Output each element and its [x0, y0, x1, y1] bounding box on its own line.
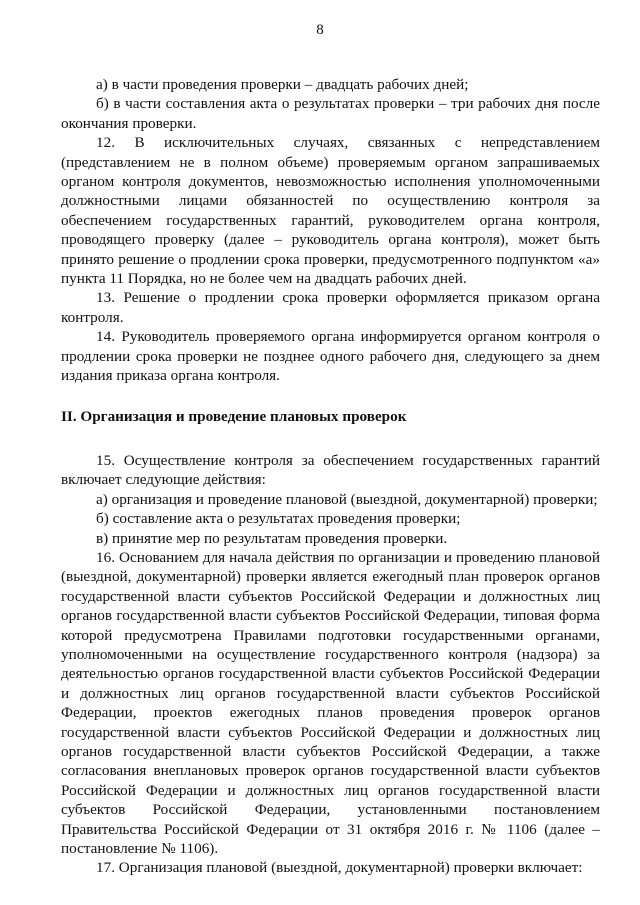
section-heading: II. Организация и проведение плановых проверок	[61, 407, 407, 425]
paragraph-11b: б) в части составления акта о результатах проверки – три рабочих дня после окончания проверки.	[61, 95, 600, 132]
paragraph-15: 15. Осуществление контроля за обеспечением государственных гарантий включает следующие действия:	[61, 451, 600, 489]
paragraph-15a: а) организация и проведение плановой (выездной, документарной) проверки;	[96, 490, 598, 508]
paragraph-14: 14. Руководитель проверяемого органа информируется органом контроля о продлении срока проверки не позднее одного рабочего дня, следующего за днем издания приказа органа контроля.	[61, 328, 600, 385]
paragraph-16: 16. Основанием для начала действия по организации и проведению плановой (выездной, документарной) проверки является ежегодный план проверок органов государственной власти субъектов Российской Федерации и должностных лиц органов государственной власти субъектов Российской Федерации, типовая форма которой предусмотрена Правилами подготовки государственными органами, уполномоченными на осуществление государственного контроля (надзора) за деятельностью органов государственной власти субъектов Российской Федерации и должностных лиц органов государственной власти субъектов Российской Федерации, проектов ежегодных планов проведения проверок органов государственной власти субъектов Российской Федерации и должностных лиц органов государственной власти субъектов Российской Федерации, а также согласования внеплановых проверок органов государственной власти субъектов Российской Федерации и должностных лиц органов государственной власти субъектов Российской Федерации, установленными постановлением Правительства Российской Федерации от 31 октября 2016 г. № 1106 (далее – постановление № 1106).	[61, 548, 600, 858]
paragraph-13: 13. Решение о продлении срока проверки оформляется приказом органа контроля.	[61, 289, 600, 326]
paragraph-15b: б) составление акта о результатах проведения проверки;	[96, 510, 461, 528]
document-body	[61, 75, 600, 878]
paragraph-11a: а) в части проведения проверки – двадцать рабочих дней;	[96, 76, 469, 93]
paragraph-12: 12. В исключительных случаях, связанных с непредставлением (представлением не в полном объеме) проверяемым органом запрашиваемых органом контроля документов, невозможностью исполнения уполномоченными должностными лицами обязанностей по осуществлению контроля за обеспечением государственных гарантий, руководителем органа контроля, проводящего проверку (далее – руководитель органа контроля), может быть принято решение о продлении срока проверки, предусмотренного подпунктом «а» пункта 11 Порядка, но не более чем на двадцать рабочих дней.	[61, 134, 600, 288]
paragraph-15c: в) принятие мер по результатам проведения проверки.	[96, 529, 448, 547]
paragraph-17: 17. Организация плановой (выездной, документарной) проверки включает:	[96, 859, 583, 877]
page-number: 8	[316, 22, 324, 38]
